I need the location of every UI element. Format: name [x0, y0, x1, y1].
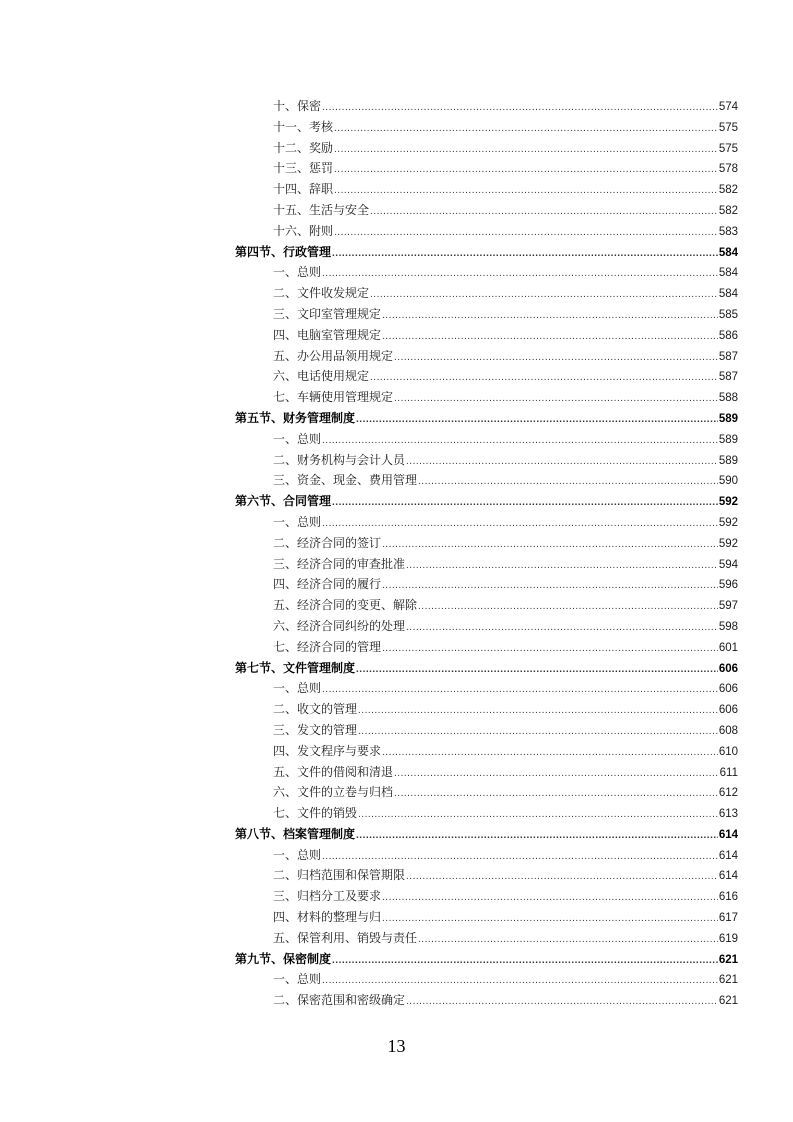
toc-entry[interactable]: [235, 304, 738, 325]
toc-entry-label: 四、发文程序与要求: [273, 743, 382, 758]
dot-leader: [370, 285, 718, 306]
toc-entry[interactable]: [235, 741, 738, 762]
toc-entry-page: 606: [718, 683, 738, 696]
toc-entry[interactable]: [235, 803, 738, 824]
toc-entry-label: 十三、惩罚: [273, 161, 334, 176]
toc-entry-label: 第六节、合同管理: [235, 494, 332, 509]
toc-entry[interactable]: [235, 450, 738, 471]
toc-entry[interactable]: [235, 221, 738, 242]
toc-entry-label: 三、文印室管理规定: [273, 306, 382, 321]
toc-entry-label: 十二、奖励: [273, 140, 334, 155]
toc-entry-label: 十六、附则: [273, 223, 334, 238]
toc-entry[interactable]: [235, 179, 738, 200]
page-number: 13: [387, 1036, 406, 1056]
toc-entry-page: 597: [718, 600, 738, 613]
toc-entry-label: 一、总则: [273, 431, 322, 446]
toc-entry[interactable]: [235, 616, 738, 637]
toc-entry[interactable]: [235, 865, 738, 886]
toc-entry-page: 589: [718, 412, 738, 425]
toc-section-entry[interactable]: [235, 242, 738, 263]
toc-entry-page: 614: [718, 870, 738, 883]
toc-entry-page: 586: [718, 329, 738, 342]
toc-entry[interactable]: [235, 990, 738, 1011]
dot-leader: [382, 909, 718, 930]
toc-entry-label: 六、经济合同纠纷的处理: [273, 618, 406, 633]
toc-entry-label: 三、归档分工及要求: [273, 889, 382, 904]
toc-entry-page: 619: [718, 932, 738, 945]
toc-entry[interactable]: [235, 699, 738, 720]
toc-entry-page: 578: [718, 163, 738, 176]
dot-leader: [382, 576, 718, 597]
toc-entry-label: 五、经济合同的变更、解除: [273, 598, 418, 613]
toc-entry[interactable]: [235, 720, 738, 741]
toc-section-entry[interactable]: [235, 491, 738, 512]
dot-leader: [418, 472, 718, 493]
dot-leader: [334, 140, 718, 161]
dot-leader: [334, 223, 718, 244]
toc-entry-label: 六、文件的立卷与归档: [273, 785, 394, 800]
dot-leader: [406, 556, 718, 577]
dot-leader: [322, 431, 718, 452]
toc-entry-page: 583: [718, 225, 738, 238]
dot-leader: [418, 597, 718, 618]
dot-leader: [418, 930, 718, 951]
toc-entry-label: 二、保密范围和密级确定: [273, 993, 406, 1008]
toc-entry[interactable]: [235, 762, 738, 783]
dot-leader: [406, 452, 718, 473]
toc-entry[interactable]: [235, 554, 738, 575]
dot-leader: [322, 971, 718, 992]
toc-entry-label: 第五节、财务管理制度: [235, 410, 356, 425]
toc-entry[interactable]: [235, 117, 738, 138]
dot-leader: [382, 888, 718, 909]
dot-leader: [370, 368, 718, 389]
toc-entry[interactable]: [235, 96, 738, 117]
dot-leader: [322, 98, 718, 119]
toc-entry-label: 第九节、保密制度: [235, 951, 332, 966]
toc-entry-page: 574: [718, 101, 738, 113]
toc-entry-label: 四、电脑室管理规定: [273, 327, 382, 342]
toc-entry[interactable]: [235, 928, 738, 949]
toc-entry[interactable]: [235, 158, 738, 179]
toc-entry-label: 五、保管利用、销毁与责任: [273, 930, 418, 945]
toc-entry[interactable]: [235, 845, 738, 866]
toc-entry-page: 606: [718, 704, 738, 717]
dot-leader: [358, 722, 718, 743]
dot-leader: [356, 826, 718, 847]
toc-section-entry[interactable]: [235, 658, 738, 679]
toc-entry-label: 三、发文的管理: [273, 722, 358, 737]
dot-leader: [370, 202, 718, 223]
toc-entry[interactable]: [235, 283, 738, 304]
dot-leader: [406, 992, 718, 1013]
toc-entry[interactable]: [235, 907, 738, 928]
toc-entry[interactable]: [235, 470, 738, 491]
toc-entry[interactable]: [235, 782, 738, 803]
dot-leader: [382, 639, 718, 660]
dot-leader: [322, 264, 718, 285]
toc-entry[interactable]: [235, 325, 738, 346]
dot-leader: [406, 867, 718, 888]
toc-entry[interactable]: [235, 429, 738, 450]
toc-entry-page: 582: [718, 184, 738, 197]
toc-entry-page: 587: [718, 350, 738, 363]
toc-entry-label: 一、总则: [273, 514, 322, 529]
toc-entry[interactable]: [235, 262, 738, 283]
toc-entry-label: 三、经济合同的审查批准: [273, 556, 406, 571]
dot-leader: [382, 306, 718, 327]
dot-leader: [356, 410, 718, 431]
dot-leader: [394, 348, 718, 369]
toc-entry-page: 617: [718, 912, 738, 925]
dot-leader: [334, 119, 718, 140]
toc-entry-label: 四、经济合同的履行: [273, 577, 382, 592]
toc-entry[interactable]: [235, 512, 738, 533]
toc-entry[interactable]: [235, 678, 738, 699]
toc-entry-label: 一、总则: [273, 265, 322, 280]
toc-entry[interactable]: [235, 138, 738, 159]
toc-entry-label: 十一、考核: [273, 119, 334, 134]
toc-section-entry[interactable]: [235, 408, 738, 429]
dot-leader: [322, 514, 718, 535]
toc-entry-label: 三、资金、现金、费用管理: [273, 473, 418, 488]
toc-entry[interactable]: [235, 886, 738, 907]
toc-entry-page: 589: [718, 454, 738, 467]
toc-entry-page: 584: [718, 267, 738, 280]
dot-leader: [334, 181, 718, 202]
dot-leader: [322, 847, 718, 868]
toc-entry-page: 590: [718, 475, 738, 488]
toc-entry-label: 五、办公用品领用规定: [273, 348, 394, 363]
dot-leader: [332, 244, 718, 265]
toc-entry[interactable]: [235, 637, 738, 658]
toc-entry-label: 二、文件收发规定: [273, 286, 370, 301]
toc-entry-label: 第八节、档案管理制度: [235, 826, 356, 841]
toc-entry-page: 596: [718, 579, 738, 592]
toc-entry-label: 二、归档范围和保管期限: [273, 868, 406, 883]
toc-entry-label: 一、总则: [273, 681, 322, 696]
toc-entry-page: 614: [718, 828, 738, 841]
toc-entry-page: 588: [718, 392, 738, 405]
toc-entry-label: 十四、辞职: [273, 182, 334, 197]
toc-entry-page: 582: [718, 204, 738, 217]
toc-entry-label: 七、车辆使用管理规定: [273, 390, 394, 405]
toc-entry-label: 六、电话使用规定: [273, 369, 370, 384]
toc-entry-label: 五、文件的借阅和清退: [273, 764, 394, 779]
toc-entry-label: 二、财务机构与会计人员: [273, 452, 406, 467]
dot-leader: [332, 951, 718, 972]
dot-leader: [394, 389, 718, 410]
dot-leader: [334, 160, 718, 181]
toc-entry-label: 二、经济合同的签订: [273, 535, 382, 550]
toc-entry-page: 575: [718, 121, 738, 134]
toc-entry[interactable]: [235, 200, 738, 221]
dot-leader: [394, 784, 718, 805]
toc-entry-page: 598: [718, 620, 738, 633]
dot-leader: [358, 701, 718, 722]
toc-entry-page: 616: [718, 891, 738, 904]
toc-section-entry[interactable]: [235, 949, 738, 970]
toc-entry-page: 613: [718, 808, 738, 821]
toc-entry-page: 585: [718, 308, 738, 321]
toc-entry-label: 七、经济合同的管理: [273, 639, 382, 654]
dot-leader: [394, 764, 719, 785]
toc-entry-page: 606: [718, 662, 738, 675]
toc-entry-label: 一、总则: [273, 972, 322, 987]
toc-entry-label: 一、总则: [273, 847, 322, 862]
table-of-contents: [235, 96, 738, 1011]
toc-entry-label: 七、文件的销毁: [273, 806, 358, 821]
toc-entry-page: 592: [718, 496, 738, 509]
toc-entry[interactable]: [235, 346, 738, 367]
dot-leader: [322, 680, 718, 701]
toc-entry[interactable]: [235, 969, 738, 990]
toc-entry-page: 614: [718, 849, 738, 862]
toc-entry-label: 十五、生活与安全: [273, 202, 370, 217]
toc-entry[interactable]: [235, 533, 738, 554]
toc-entry-page: 608: [718, 724, 738, 737]
toc-entry-page: 610: [718, 745, 738, 758]
toc-entry-label: 二、收文的管理: [273, 702, 358, 717]
dot-leader: [382, 743, 718, 764]
toc-entry-label: 第七节、文件管理制度: [235, 660, 356, 675]
dot-leader: [406, 618, 718, 639]
dot-leader: [356, 660, 718, 681]
toc-entry-page: 594: [718, 558, 738, 571]
toc-entry-page: 611: [719, 766, 738, 779]
toc-entry[interactable]: [235, 366, 738, 387]
toc-entry-page: 592: [718, 516, 738, 529]
toc-entry-label: 十、保密: [273, 99, 322, 113]
toc-entry-page: 601: [718, 641, 738, 654]
toc-entry-page: 592: [718, 537, 738, 550]
toc-entry-page: 621: [718, 995, 738, 1008]
toc-entry-page: 584: [718, 288, 738, 301]
toc-entry[interactable]: [235, 595, 738, 616]
toc-entry-page: 587: [718, 371, 738, 384]
toc-entry-page: 621: [718, 974, 738, 987]
toc-entry-page: 621: [718, 953, 738, 966]
dot-leader: [382, 327, 718, 348]
toc-entry[interactable]: [235, 387, 738, 408]
dot-leader: [358, 805, 718, 826]
toc-entry-page: 612: [718, 787, 738, 800]
toc-entry-page: 584: [718, 246, 738, 259]
dot-leader: [382, 535, 718, 556]
dot-leader: [332, 493, 718, 514]
toc-entry-page: 589: [718, 433, 738, 446]
toc-entry[interactable]: [235, 574, 738, 595]
toc-entry-label: 第四节、行政管理: [235, 244, 332, 259]
toc-entry-page: 575: [718, 142, 738, 155]
toc-entry-label: 四、材料的整理与归: [273, 910, 382, 925]
toc-section-entry[interactable]: [235, 824, 738, 845]
